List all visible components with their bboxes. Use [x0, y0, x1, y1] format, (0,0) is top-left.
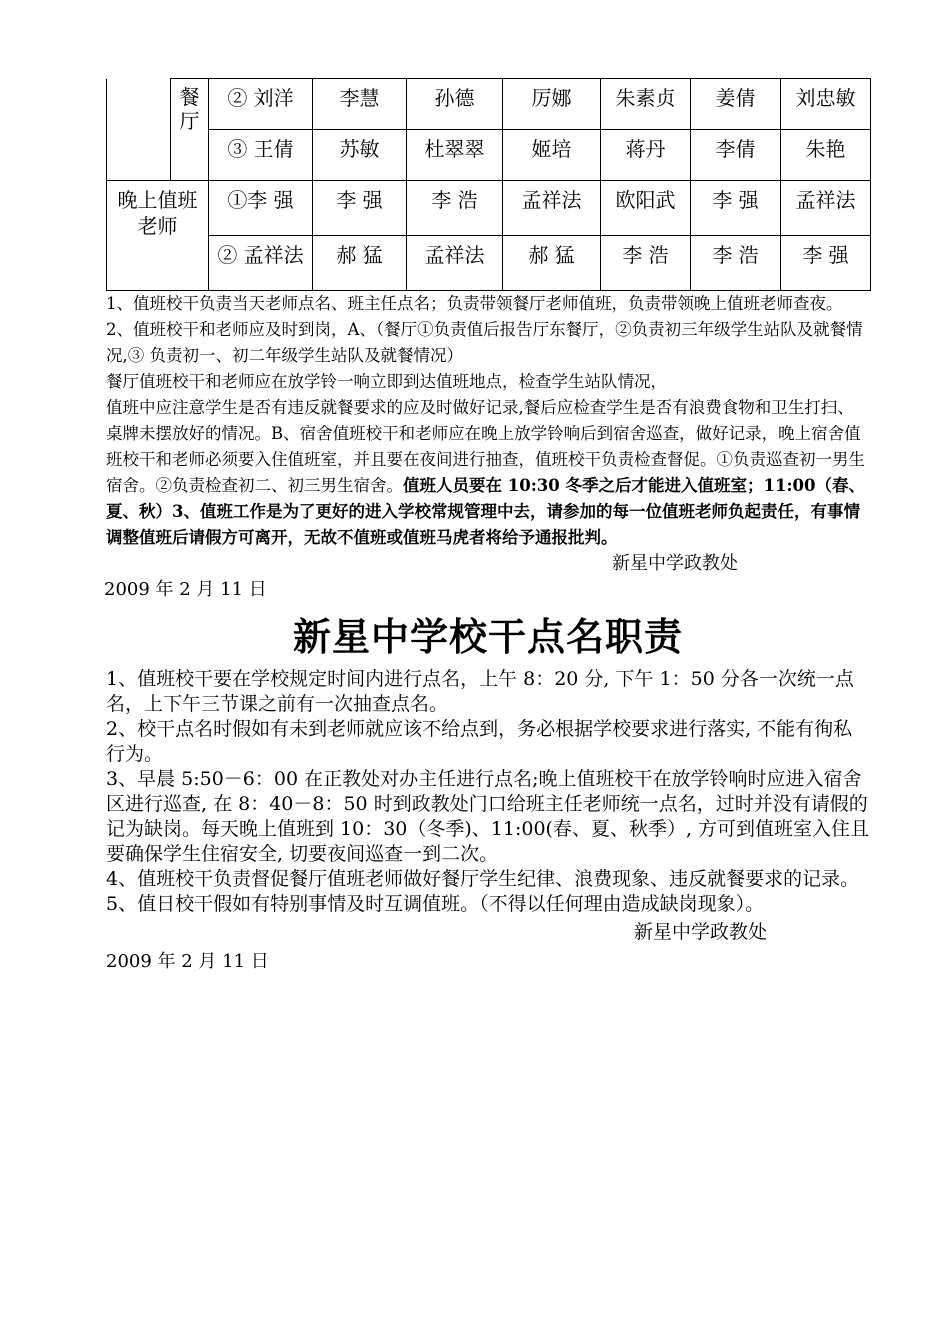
table-cell: 苏敏 — [313, 130, 407, 181]
evening-teacher-label: 晚上值班老师 — [107, 181, 209, 291]
note-paragraph: 餐厅值班校干和老师应在放学铃一响立即到达值班地点，检查学生站队情况， — [106, 372, 667, 391]
table-cell: ①李 强 — [209, 181, 313, 236]
document-date: 2009 年 2 月 11 日 — [104, 579, 267, 600]
table-cell: 李 强 — [781, 236, 871, 291]
table-cell: 姬培 — [503, 130, 601, 181]
note-paragraph: 1、值班校干负责当天老师点名、班主任点名；负责带领餐厅老师值班，负责带领晚上值班老师查夜。 — [106, 294, 843, 313]
duty-item: 3、早晨 5:50－6：00 在正教处对办主任进行点名;晚上值班校干在放学铃响时应进入宿舍区进行巡查, 在 8：40－8：50 时到政教处门口给班主任老师统一点名，过时并没有请假的记为缺岗。每天晚上值班到 10：30（冬季)、11:00(春、夏、秋季）, 方可到值班室入住且要确保学生住宿安全, 切要夜间巡查一到二次。 — [106, 768, 870, 865]
signature-office: 新星中学政教处 — [612, 553, 738, 574]
table-cell: ② 孟祥法 — [209, 236, 313, 291]
document-page — [106, 78, 870, 977]
restaurant-label — [171, 79, 209, 181]
duty-item: 1、值班校干要在学校规定时间内进行点名，上午 8：20 分, 下午 1：50 分各一次统一点名，上下午三节课之前有一次抽查点名。 — [106, 668, 854, 715]
table-row — [107, 236, 871, 291]
table-cell: 刘忠敏 — [781, 79, 871, 130]
table-cell: 欧阳武 — [601, 181, 691, 236]
table-cell: ③ 王倩 — [209, 130, 313, 181]
table-cell: 李 强 — [313, 181, 407, 236]
table-cell: 孙德 — [407, 79, 503, 130]
table-cell: 姜倩 — [691, 79, 781, 130]
note-text: 值班中应注意学生是否有违反就餐要求的应及时做好记录,餐后应检查学生是否有浪费食物和卫生打扫、桌牌未摆放好的情况。B、宿舍值班校干和老师应在晚上放学铃响后到宿舍巡查，做好记录，晚上宿舍值班校干和老师必须要入住值班室，并且要在夜间进行抽查，值班校干负责检查督促。①负责巡查初一男生宿舍。②负责检查初二、初三男生宿舍。 — [106, 398, 865, 495]
table-row — [107, 79, 871, 130]
rollcall-duties — [106, 667, 870, 917]
table-cell: 李 强 — [691, 181, 781, 236]
restaurant-label-text: 餐厅 — [179, 85, 200, 133]
section-title: 新星中学校干点名职责 — [292, 615, 683, 659]
table-row — [107, 181, 871, 236]
table-cell — [107, 79, 171, 181]
table-cell: 郝 猛 — [313, 236, 407, 291]
table-cell: 孟祥法 — [407, 236, 503, 291]
table-cell: 李 浩 — [601, 236, 691, 291]
table-cell: 李慧 — [313, 79, 407, 130]
table-cell: 朱艳 — [781, 130, 871, 181]
table-cell: 李 浩 — [407, 181, 503, 236]
duty-notes — [106, 291, 870, 551]
note-paragraph — [106, 395, 870, 551]
table-row — [107, 130, 871, 181]
duty-item: 4、值班校干负责督促餐厅值班老师做好餐厅学生纪律、浪费现象、违反就餐要求的记录。 — [106, 868, 860, 890]
table-cell: 杜翠翠 — [407, 130, 503, 181]
duty-item: 5、值日校干假如有特别事情及时互调值班。（不得以任何理由造成缺岗现象）。 — [106, 893, 765, 915]
table-cell: 李 浩 — [691, 236, 781, 291]
table-cell: 孟祥法 — [503, 181, 601, 236]
table-cell: 蒋丹 — [601, 130, 691, 181]
note-paragraph: 2、值班校干和老师应及时到岗，A、（餐厅①负责值后报告厅东餐厅，②负责初三年级学生站队及就餐情况,③ 负责初一、初二年级学生站队及就餐情况） — [106, 320, 863, 365]
table-cell: 孟祥法 — [781, 181, 871, 236]
table-cell: 李倩 — [691, 130, 781, 181]
table-cell: 郝 猛 — [503, 236, 601, 291]
duty-roster-table — [106, 78, 871, 291]
signature-office: 新星中学政教处 — [634, 921, 768, 943]
table-cell: ② 刘洋 — [209, 79, 313, 130]
table-cell: 朱素贞 — [601, 79, 691, 130]
note-bold-text: 值班人员要在 10:30 冬季之后才能进入值班室；11:00（春、夏、秋）3、值班工作是为了更好的进入学校常规管理中去，请参加的每一位值班老师负起责任，有事情调整值班后请假方可离开，无故不值班或值班马虎者将给予通报批判。 — [106, 476, 866, 547]
duty-item: 2、校干点名时假如有未到老师就应该不给点到，务必根据学校要求进行落实, 不能有徇私行为。 — [106, 718, 853, 765]
document-date: 2009 年 2 月 11 日 — [106, 951, 269, 972]
table-cell: 厉娜 — [503, 79, 601, 130]
